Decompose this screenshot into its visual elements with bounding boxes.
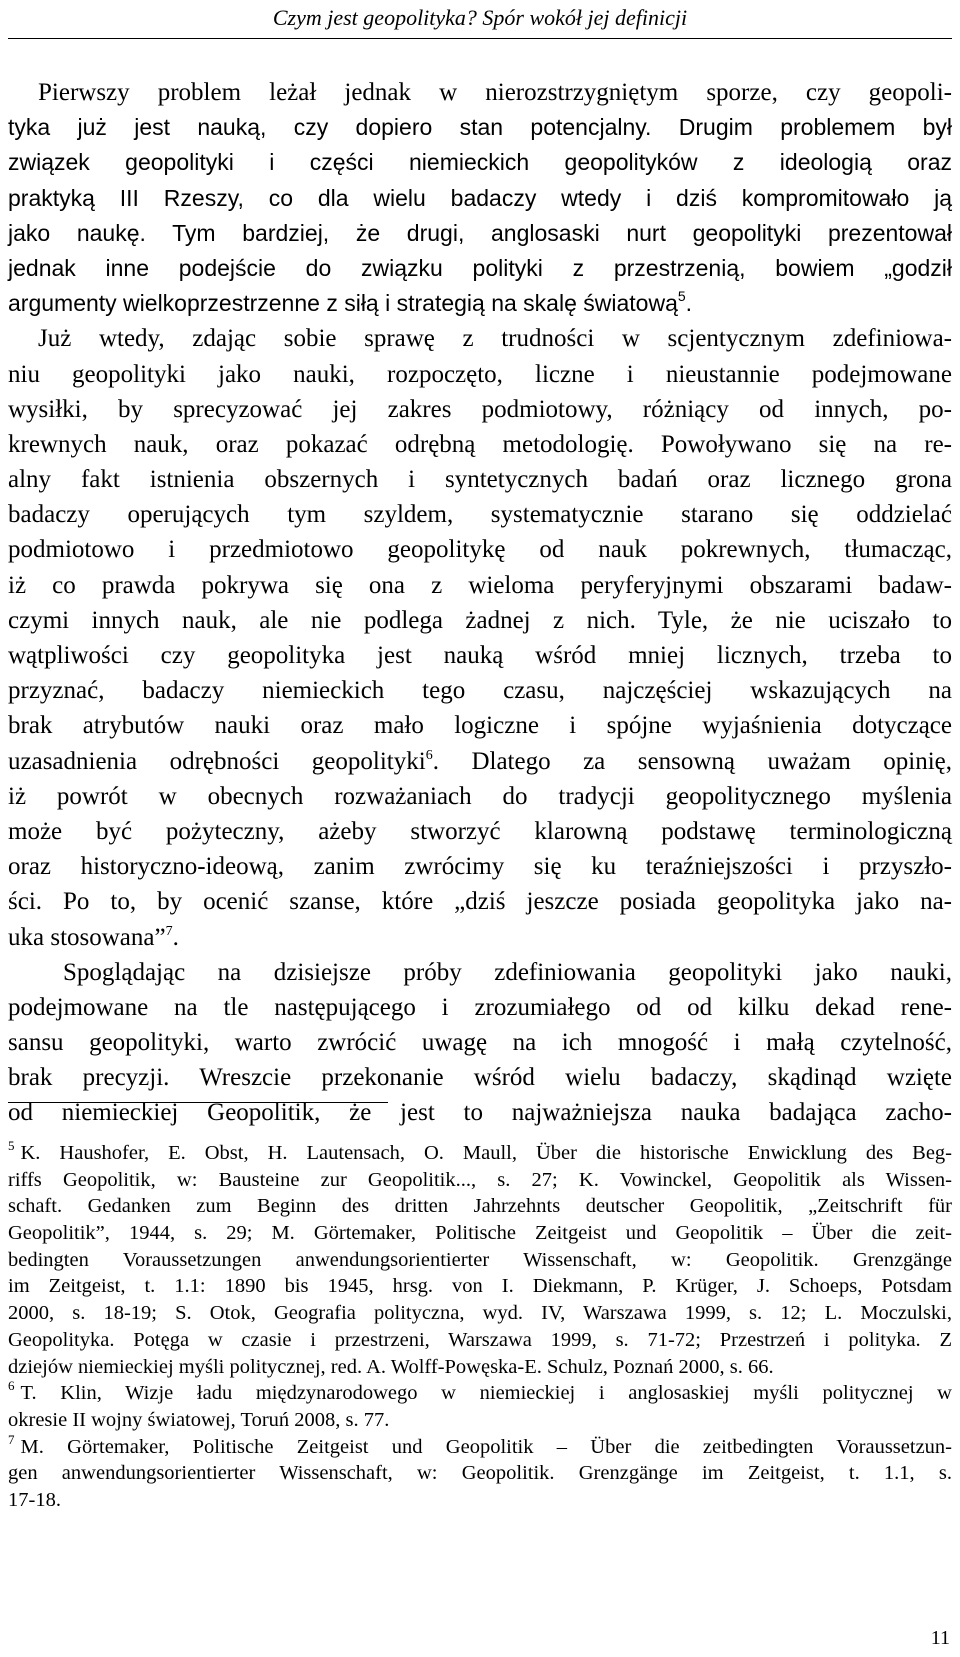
text-line: ści. Po to, by ocenić szanse, które „dziś jeszcze posiada geopolityka jako na- bbox=[8, 888, 952, 916]
footnote-line: riffs Geopolitik, w: Bausteine zur Geopolitik..., s. 27; K. Vowinckel, Geopolitik als Wissen- bbox=[8, 1168, 952, 1191]
text-line: Już wtedy, zdając sobie sprawę z trudności w scjentycznym zdefiniowa- bbox=[38, 325, 952, 353]
text-line: niu geopolityki jako nauki, rozpoczęto, liczne i nieustannie podejmowane bbox=[8, 360, 952, 388]
text-line: podmiotowo i przedmiotowo geopolitykę od nauk pokrewnych, tłumacząc, bbox=[8, 536, 952, 564]
footnote-line: Geopolitik”, 1944, s. 29; M. Görtemaker, Politische Zeitgeist und Geopolitik – Über die zeit- bbox=[8, 1222, 952, 1245]
text-line-tail: . bbox=[172, 923, 179, 951]
text-line: tyka już jest nauką, czy dopiero stan potencjalny. Drugim problemem był bbox=[8, 114, 952, 141]
footnote-separator bbox=[8, 1102, 388, 1103]
text-line: iż co prawda pokrywa się ona z wieloma peryferyjnymi obszarami badaw- bbox=[8, 571, 952, 599]
text-line: badaczy operujących tym szyldem, systematycznie starano się oddzielać bbox=[8, 501, 952, 529]
text-line: brak atrybutów nauki oraz mało logiczne i spójne wyjaśnienia dotyczące bbox=[8, 712, 952, 740]
text-line-tail: . Dlatego za sensowną uważam opinię, bbox=[432, 747, 952, 775]
footnotes bbox=[8, 1140, 952, 1514]
text-line: Pierwszy problem leżał jednak w nierozstrzygniętym sporze, czy geopoli- bbox=[38, 79, 952, 106]
footnote-line: dziejów niemieckiej myśli politycznej, red. A. Wolff-Powęska-E. Schulz, Poznań 2000, s. 66. bbox=[8, 1355, 774, 1378]
page-number: 11 bbox=[930, 1627, 950, 1649]
text-line: przyznać, badaczy niemieckich tego czasu, najczęściej wskazujących na bbox=[8, 677, 952, 705]
text-line: od niemieckiej Geopolitik, że jest to najważniejsza nauka badająca zacho- bbox=[8, 1099, 952, 1127]
text-line-content: argumenty wielkoprzestrzenne z siłą i strategią na skalę światową bbox=[8, 290, 678, 317]
footnote-7 bbox=[8, 1431, 952, 1461]
footnote-text: T. Klin, Wizje ładu międzynarodowego w niemieckiej i anglosaskiej myśli politycznej w bbox=[20, 1382, 952, 1405]
text-line bbox=[8, 744, 952, 779]
text-line: alny fakt istnienia obszernych i syntetycznych badań oraz licznego grona bbox=[8, 466, 952, 494]
footnote-line: bedingten Voraussetzungen anwendungsorientierter Wissenschaft, w: Geopolitik. Grenzgänge bbox=[8, 1248, 952, 1271]
running-header: Czym jest geopolityka? Spór wokół jej definicji bbox=[272, 5, 688, 30]
text-line: jako naukę. Tym bardziej, że drugi, anglosaski nurt geopolityki prezentował bbox=[8, 219, 952, 246]
footnote-ref-6[interactable]: 6 bbox=[425, 747, 433, 763]
text-line: wysiłki, by sprecyzować jej zakres podmiotowy, różniący od innych, po- bbox=[8, 395, 952, 423]
footnote-number: 6 bbox=[8, 1378, 15, 1394]
text-line: może być pożyteczny, ażeby stworzyć klarowną podstawę terminologiczną bbox=[8, 817, 952, 845]
footnote-5 bbox=[8, 1140, 952, 1167]
footnote-line: okresie II wojny światowej, Toruń 2008, s. 77. bbox=[8, 1408, 390, 1431]
text-line: oraz historyczno-ideową, zanim zwrócimy się ku teraźniejszości i przyszło- bbox=[8, 853, 952, 881]
footnote-6 bbox=[8, 1380, 952, 1407]
footnote-text: K. Haushofer, E. Obst, H. Lautensach, O. Maull, Über die historische Enwicklung des Beg- bbox=[20, 1142, 952, 1164]
text-line: podejmowane na tle następującego i zrozumiałego od od kilku dekad rene- bbox=[8, 993, 952, 1021]
footnote-line: gen anwendungsorientierter Wissenschaft, w: Geopolitik. Grenzgänge im Zeitgeist, t. 1.1, s. bbox=[8, 1462, 952, 1485]
footnote-number: 5 bbox=[8, 1138, 15, 1153]
footnote-line: 2000, s. 18-19; S. Otok, Geografia polityczna, wyd. IV, Warszawa 1999, s. 12; L. Moczulski, bbox=[8, 1302, 952, 1325]
text-line: sansu geopolityki, warto zwrócić uwagę na ich mnogość i małą czytelność, bbox=[8, 1029, 952, 1057]
footnote-text: M. Görtemaker, Politische Zeitgeist und Geopolitik – Über die zeitbedingten Voraussetzun- bbox=[20, 1435, 952, 1458]
text-line: praktyką III Rzeszy, co dla wielu badaczy wtedy i dziś kompromitowało ją bbox=[8, 184, 952, 211]
text-line: jednak inne podejście do związku polityki z przestrzenią, bowiem „godził bbox=[8, 254, 952, 281]
footnote-line: Geopolityka. Potęga w czasie i przestrzeni, Warszawa 1999, s. 71-72; Przestrzeń i polityka. Z bbox=[8, 1328, 952, 1351]
text-line: krewnych nauk, oraz pokazać odrębną metodologię. Powoływano się na re- bbox=[8, 430, 952, 458]
main-text bbox=[8, 75, 952, 1131]
text-line bbox=[8, 286, 952, 321]
footnote-line: im Zeitgeist, t. 1.1: 1890 bis 1945, hrsg. von I. Diekmann, P. Krüger, J. Schoeps, Potsdam bbox=[8, 1275, 952, 1298]
text-line: wątpliwości czy geopolityka jest nauką wśród mniej licznych, trzeba to bbox=[8, 642, 952, 669]
text-line: Spoglądając na dzisiejsze próby zdefiniowania geopolityki jako nauki, bbox=[63, 958, 952, 986]
header-divider bbox=[8, 38, 952, 39]
footnote-number: 7 bbox=[8, 1431, 15, 1447]
text-line-content: uka stosowana” bbox=[8, 923, 166, 951]
footnote-ref-7[interactable]: 7 bbox=[165, 923, 173, 939]
text-line: związek geopolityki i części niemieckich geopolityków z ideologią oraz bbox=[8, 149, 952, 176]
text-line: iż powrót w obecnych rozważaniach do tradycji geopolitycznego myślenia bbox=[8, 782, 952, 810]
text-line: brak precyzji. Wreszcie przekonanie wśród wielu badaczy, skądinąd wzięte bbox=[8, 1064, 952, 1092]
text-line-content: uzasadnienia odrębności geopolityki bbox=[8, 747, 426, 775]
footnote-ref-5[interactable]: 5 bbox=[677, 288, 686, 305]
footnote-line: 17-18. bbox=[8, 1488, 61, 1511]
text-line: czymi innych nauk, ale nie podlega żadnej z nich. Tyle, że nie uciszało to bbox=[8, 606, 952, 634]
text-line-tail: . bbox=[685, 290, 693, 317]
text-line bbox=[8, 920, 952, 955]
footnote-line: schaft. Gedanken zum Beginn des dritten Jahrzehnts deutscher Geopolitik, „Zeitschrift für bbox=[8, 1195, 952, 1218]
